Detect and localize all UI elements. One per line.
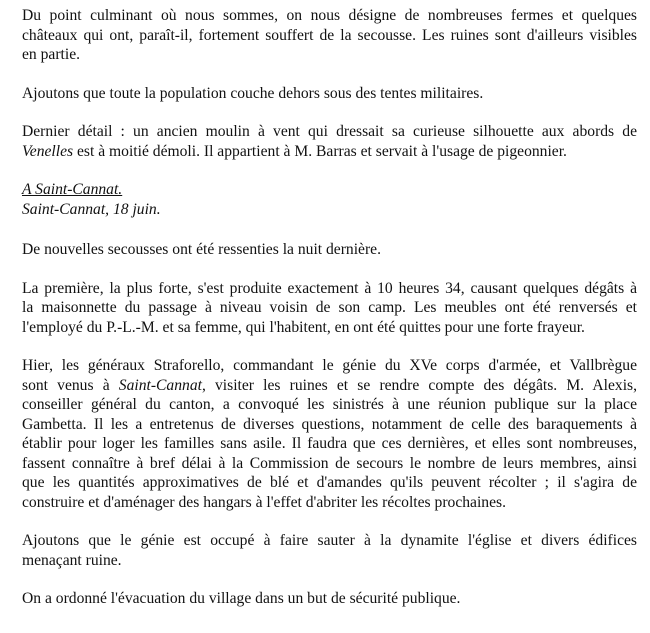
text-line: fassent connaître à bref délai à la Commission de secours le nombre de leurs membres, ainsi [22,454,637,472]
section-heading [22,180,637,219]
text-line: Hier, les généraux Straforello, commandant le génie du XVe corps d'armée, et Vallbrègue [22,357,637,374]
text-line: Ajoutons que toute la population couche dehors sous des tentes militaires. [22,84,484,102]
text-line: châteaux qui ont, paraît-il, fortement souffert de la secousse. Les ruines sont d'ailleurs visibles [22,26,637,44]
text-line: construire et d'aménager des hangars à l'effet d'abriter les récoltes prochaines. [22,493,506,511]
text-line: menaçant ruine. [22,551,122,569]
text-line: Du point culminant où nous sommes, on nous désigne de nombreuses fermes et quelques [22,7,637,24]
text-fragment: , visiter les ruines et se rendre compte des dégâts. M. Alexis, [201,376,637,394]
text-line: Ajoutons que le génie est occupé à faire sauter à la dynamite l'église et divers édifices [22,532,637,549]
paragraph-first-tremor [22,279,637,338]
text-line [22,142,637,162]
text-line: la maisonnette du passage à niveau voisin de son camp. Les meubles ont été renversés et [22,299,637,316]
text-line: conseiller général du canton, a convoqué les sinistrés à une réunion publique sur la place [22,396,637,413]
text-line: Dernier détail : un ancien moulin à vent qui dressait sa curieuse silhouette aux abords de [22,123,637,140]
paragraph-windmill [22,122,637,161]
paragraph-evacuation [22,589,637,609]
section-title: A Saint-Cannat. [22,181,123,198]
text-line: établir pour loger les familles sans asile. Il faudra que ces dernières, et elles sont nombreuses, [22,435,637,452]
paragraph-new-tremors [22,240,637,260]
paragraph-generals-visit [22,356,637,512]
dateline: Saint-Cannat, 18 juin. [22,200,161,218]
text-fragment: sont venus à [22,376,119,394]
text-line: l'employé du P.-L.-M. et sa femme, qui l'habitent, en ont été quittes pour une forte frayeur. [22,318,585,336]
paragraph-castles [22,6,637,65]
text-fragment: est à moitié démoli. Il appartient à M. Barras et servait à l'usage de pigeonnier. [73,142,567,160]
text-line: On a ordonné l'évacuation du village dans un but de sécurité publique. [22,590,461,607]
text-line: Gambetta. Il les a entretenus de diverses questions, notamment de celle des baraquements à [22,415,637,433]
place-name-saint-cannat: Saint-Cannat [118,376,202,394]
text-line: que les quantités approximatives de blé et d'amandes qu'ils peuvent récolter ; il s'agira de [22,474,637,491]
paragraph-tents [22,84,637,104]
text-line: La première, la plus forte, s'est produite exactement à 10 heures 34, causant quelques dégâts à [22,279,637,297]
text-line [22,376,637,396]
place-name-venelles: Venelles [22,142,74,160]
text-line: en partie. [22,46,81,63]
document-page [22,6,637,628]
paragraph-demolition [22,531,637,570]
text-line: De nouvelles secousses ont été ressenties la nuit dernière. [22,241,381,258]
